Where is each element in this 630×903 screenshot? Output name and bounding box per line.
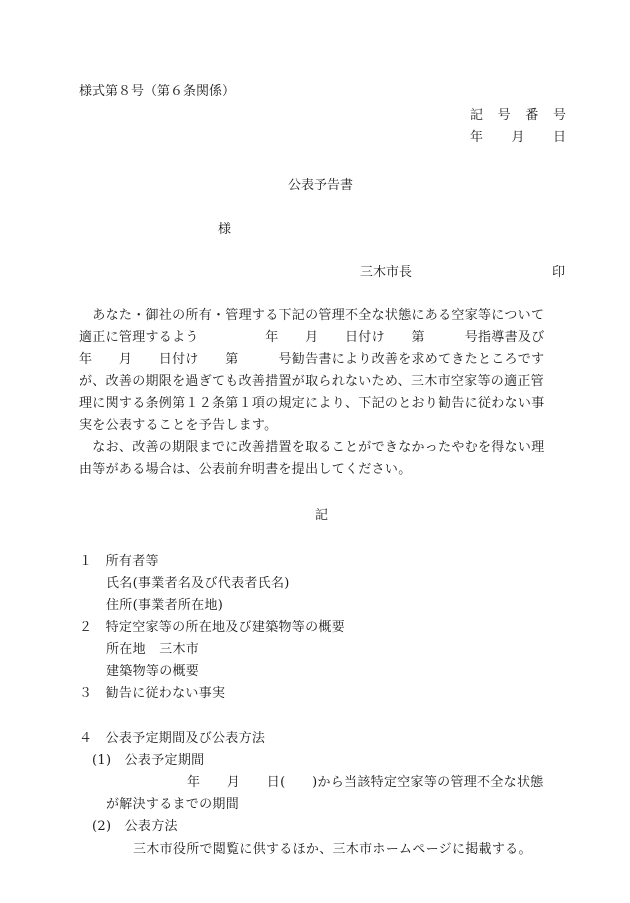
body-line: 適正に管理するよう 年 月 日付け 第 号指導書及び	[79, 330, 545, 345]
doc-no-char: 番	[525, 108, 539, 123]
doc-no-char: 記	[470, 108, 484, 123]
body-line: 年 月 日付け 第 号勧告書により改善を求めてきたところです	[79, 352, 545, 367]
doc-no-char: 号	[552, 108, 566, 123]
item-heading: ４ 公表予定期間及び公表方法	[79, 731, 266, 746]
item-field: 三木市役所で閲覧に供するほか、三木市ホームページに掲載する。	[133, 842, 532, 857]
item-field: 建築物等の概要	[106, 664, 200, 679]
document-title: 公表予告書	[288, 178, 354, 193]
item-field: が解決するまでの期間	[106, 797, 240, 812]
date-year: 年	[470, 130, 484, 145]
item-field: 所在地 三木市	[106, 642, 200, 657]
addressee-honorific: 様	[218, 222, 232, 237]
body-line: 由等がある場合は、公表前弁明書を提出してください。	[79, 462, 412, 477]
document-number	[470, 104, 566, 123]
item-heading: ２ 特定空家等の所在地及び建築物等の概要	[79, 620, 346, 635]
item-field: 年 月 日( )から当該特定空家等の管理不全な状態	[187, 775, 544, 790]
item-heading: １ 所有者等	[79, 554, 159, 569]
body-line: なお、改善の期限までに改善措置を取ることができなかったやむを得ない理	[79, 440, 545, 455]
item-subheading: (1) 公表予定期間	[92, 753, 205, 768]
ki-heading: 記	[315, 508, 329, 523]
body-line: 実を公表することを予告します。	[79, 418, 278, 433]
item-field: 住所(事業者所在地)	[106, 598, 224, 613]
document-date	[470, 126, 566, 145]
issuer-name: 三木市長	[360, 265, 413, 280]
seal-mark: 印	[552, 265, 566, 280]
form-header: 様式第８号（第６条関係）	[79, 84, 236, 99]
body-line: が、改善の期限を過ぎても改善措置が取られないため、三木市空家等の適正管	[79, 374, 544, 389]
body-line: あなた・御社の所有・管理する下記の管理不全な状態にある空家等について	[79, 308, 545, 323]
item-heading: ３ 勧告に従わない事実	[79, 686, 226, 701]
item-subheading: (2) 公表方法	[92, 819, 178, 834]
body-line: 理に関する条例第１２条第１項の規定により、下記のとおり勧告に従わない事	[79, 396, 545, 411]
date-month: 月	[511, 130, 525, 145]
date-day: 日	[552, 130, 566, 145]
item-field: 氏名(事業者名及び代表者氏名)	[106, 576, 290, 591]
doc-no-char: 号	[497, 108, 511, 123]
